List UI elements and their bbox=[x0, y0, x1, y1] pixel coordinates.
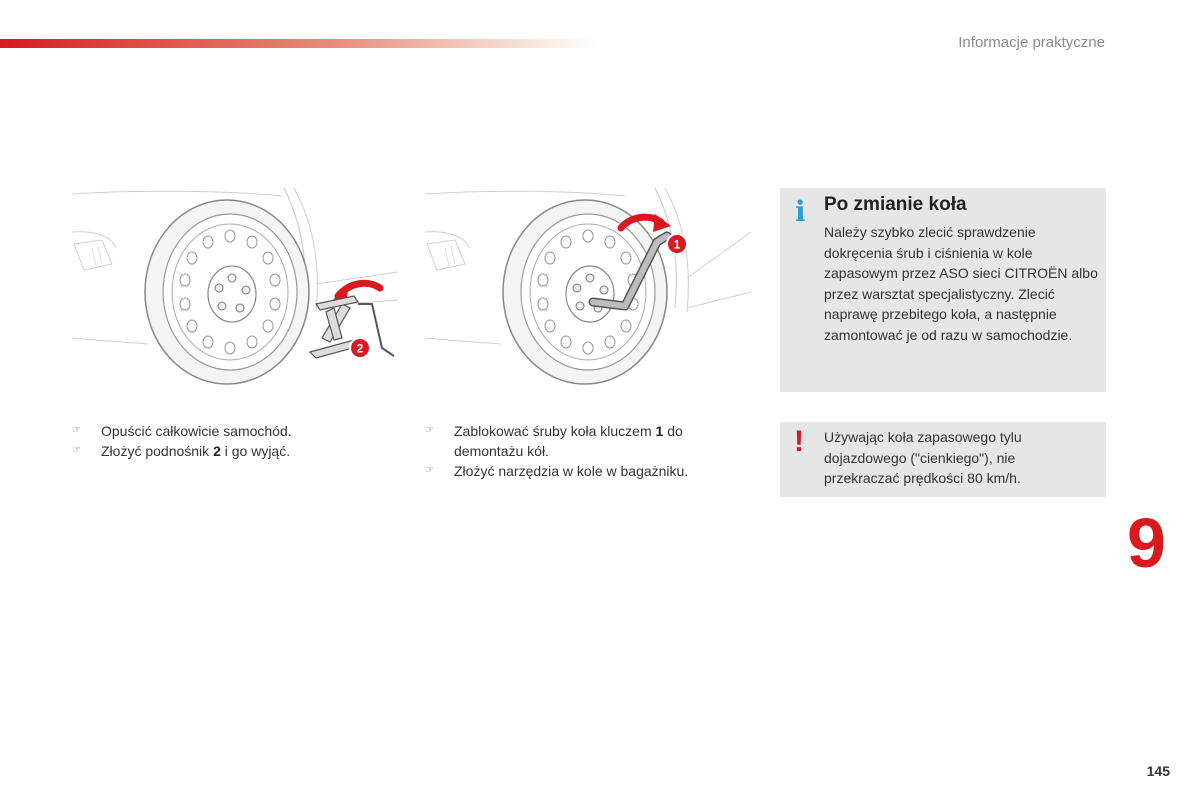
page-number: 145 bbox=[1146, 763, 1170, 779]
wrench-illustration bbox=[425, 188, 751, 400]
step-text: Zablokować śruby koła kluczem bbox=[454, 423, 656, 439]
step-text: Opuścić całkowicie samochód. bbox=[101, 423, 292, 439]
list-item bbox=[425, 461, 725, 481]
info-icon: i bbox=[795, 195, 806, 228]
info-box-text: Należy szybko zlecić sprawdzenie dokręcenia śrub i ciśnienia w kole zapasowym przez ASO sieci CITROËN albo przez warsztat specjalistyczny. Zlecić naprawę przebitego koła, a następnie zamontować je od razu w samochodzie. bbox=[824, 224, 1098, 343]
chapter-number: 9 bbox=[1127, 504, 1166, 582]
list-item bbox=[425, 421, 725, 461]
step-reference: 2 bbox=[213, 443, 221, 459]
info-box-title: Po zmianie koła bbox=[824, 194, 967, 215]
header-accent-bar bbox=[0, 39, 600, 48]
list-item bbox=[72, 441, 392, 461]
steps-list-right bbox=[425, 421, 725, 481]
warning-box bbox=[780, 422, 1106, 497]
step-text-continued: do demontażu kół. bbox=[454, 423, 683, 459]
pointing-hand-icon: ☞ bbox=[72, 445, 81, 456]
section-title: Informacje praktyczne bbox=[958, 34, 1105, 51]
list-item bbox=[72, 421, 392, 441]
wrench-callout-label: 1 bbox=[673, 237, 681, 252]
jack-illustration bbox=[72, 188, 398, 400]
step-reference: 1 bbox=[655, 423, 664, 439]
info-box bbox=[780, 188, 1106, 392]
steps-list-left bbox=[72, 421, 392, 461]
step-text-continued: i go wyjąć. bbox=[220, 443, 291, 459]
warning-box-text: Używając koła zapasowego tylu dojazdowego ("cienkiego"), nie przekraczać prędkości 80 km/h. bbox=[824, 429, 1022, 486]
jack-callout-label: 2 bbox=[356, 341, 364, 356]
step-text: Złożyć podnośnik bbox=[101, 443, 214, 459]
pointing-hand-icon: ☞ bbox=[425, 425, 434, 436]
warning-icon: ! bbox=[794, 425, 804, 458]
pointing-hand-icon: ☞ bbox=[72, 425, 81, 436]
pointing-hand-icon: ☞ bbox=[425, 465, 434, 476]
step-text: Złożyć narzędzia w kole w bagażniku. bbox=[454, 463, 689, 479]
